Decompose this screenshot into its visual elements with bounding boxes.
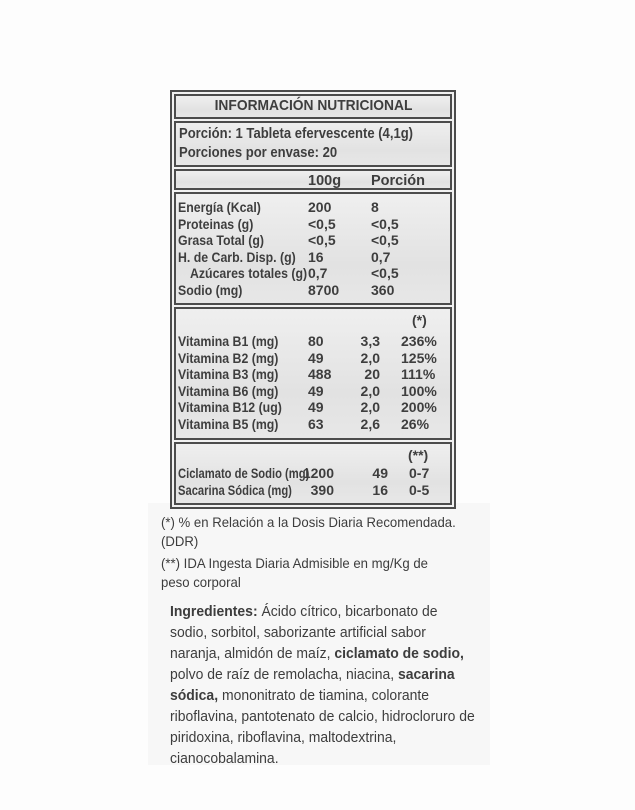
ingredients-text: Ácido cítrico, bicarbonato de sodio, sorbitol, saborizante artificial sabor naranja, almidón de maíz, [170, 603, 438, 662]
value-porcion: <0,5 [371, 265, 399, 281]
ingredient-sacarina-bold: sacarina sódica, [170, 666, 455, 704]
vitamin-row-b2 [176, 350, 450, 367]
nutrient-label: H. de Carb. Disp. (g) [178, 248, 296, 265]
value-100g: 1200 [302, 465, 334, 481]
value-100g: 8700 [308, 281, 340, 298]
footnotes [161, 513, 477, 595]
footnote-ida [161, 554, 477, 591]
value-100g: 16 [308, 248, 324, 265]
value-ddr-pct: 125% [401, 349, 437, 366]
nutrient-row-sodio [176, 282, 450, 299]
vitamin-row-b6 [176, 383, 450, 400]
value-100g: <0,5 [308, 215, 336, 232]
sweetener-row-ciclamato [176, 465, 450, 482]
ingredients-text: mononitrato de tiamina, colorante riboflavina, pantotenato de calcio, hidrocloruro de piridoxina, riboflavina, maltodextrina, cianocobalamina. [170, 687, 475, 767]
vitamin-row-b12 [176, 399, 450, 416]
value-100g: 49 [308, 349, 324, 366]
value-100g: 488 [308, 366, 332, 382]
value-ddr-pct: 100% [401, 382, 437, 399]
ingredients-paragraph [170, 601, 477, 769]
footnote-ida-line2: peso corporal [161, 573, 241, 590]
footnote-ddr [161, 513, 477, 550]
panel-title: INFORMACIÓN NUTRICIONAL [214, 97, 412, 114]
nutrient-label: Proteinas (g) [178, 215, 254, 232]
sweetener-label: Ciclamato de Sodio (mg) [178, 465, 310, 481]
value-ddr-pct: 236% [401, 333, 437, 349]
value-porcion: 2,0 [360, 349, 380, 366]
footnote-ddr-line1: (*) % en Relación a la Dosis Diaria Recomendada. [161, 514, 456, 530]
value-porcion: 2,6 [360, 415, 380, 432]
value-porcion: 0,7 [371, 248, 391, 265]
value-porcion: 20 [364, 366, 380, 382]
sweetener-row-sacarina [176, 482, 450, 499]
vitamin-row-b1 [176, 333, 450, 350]
value-ddr-pct: 26% [401, 415, 430, 432]
vitamin-label: Vitamina B2 (mg) [178, 349, 279, 366]
vitamin-label: Vitamina B3 (mg) [178, 366, 279, 382]
vitamins-section [174, 307, 452, 440]
serving-info-box [174, 121, 452, 167]
vitamin-label: Vitamina B6 (mg) [178, 382, 279, 399]
col-header-porcion: Porción [371, 173, 425, 189]
value-porcion: 360 [371, 281, 395, 298]
nutrient-label: Azúcares totales (g) [190, 265, 308, 281]
nutrient-label: Sodio (mg) [178, 281, 243, 298]
value-100g: 49 [308, 382, 324, 399]
nutrient-label: Energía (Kcal) [178, 199, 261, 215]
footnote-ida-line1: (**) IDA Ingesta Diaria Admisible en mg/Kg de [161, 555, 428, 571]
value-100g: 0,7 [308, 265, 328, 281]
nutrient-row-carbohidratos [176, 249, 450, 266]
value-ida: 0-5 [409, 481, 430, 498]
vitamin-label: Vitamina B1 (mg) [178, 333, 279, 349]
value-porcion: 49 [372, 465, 388, 481]
value-porcion: <0,5 [371, 232, 399, 248]
nutrition-facts-panel [170, 90, 456, 509]
value-porcion: <0,5 [371, 215, 399, 232]
value-100g: 49 [308, 399, 324, 415]
value-ddr-pct: 200% [401, 399, 437, 415]
ida-asterisk-header: (**) [408, 447, 429, 463]
ingredients-heading: Ingredientes: [170, 603, 258, 620]
ingredient-ciclamato-bold: ciclamato de sodio, [334, 645, 464, 662]
value-porcion: 2,0 [360, 382, 380, 399]
value-porcion: 2,0 [360, 399, 380, 415]
nutrient-label: Grasa Total (g) [178, 232, 265, 248]
value-100g: 63 [308, 415, 324, 432]
nutrient-row-grasa [176, 232, 450, 249]
nutrient-row-proteinas [176, 216, 450, 233]
value-100g: 200 [308, 199, 332, 215]
nutrient-row-energia [176, 199, 450, 216]
value-ddr-pct: 111% [401, 366, 436, 382]
sweetener-label: Sacarina Sódica (mg) [178, 481, 292, 498]
vitamin-label: Vitamina B12 (ug) [178, 399, 282, 415]
vitamin-row-b3 [176, 366, 450, 383]
macronutrients-section [174, 192, 452, 305]
value-ida: 0-7 [409, 465, 430, 481]
serving-size: Porción: 1 Tableta efervescente (4,1g) [179, 126, 414, 142]
column-headers-box [174, 169, 452, 190]
footnote-ddr-line2: (DDR) [161, 532, 199, 549]
nutrient-row-azucares [176, 265, 450, 282]
value-porcion: 3,3 [360, 333, 380, 349]
col-header-100g: 100g [308, 173, 342, 189]
servings-per-container: Porciones por envase: 20 [179, 144, 338, 161]
ddr-asterisk-header: (*) [412, 312, 427, 328]
value-100g: 80 [308, 333, 324, 349]
value-porcion: 16 [372, 481, 388, 498]
value-100g: <0,5 [308, 232, 336, 248]
vitamins-header-row [176, 312, 450, 328]
panel-title-box [174, 94, 452, 119]
sweeteners-header-row [176, 447, 450, 463]
value-porcion: 8 [371, 199, 379, 215]
value-100g: 390 [310, 481, 334, 498]
ingredients-text: polvo de raíz de remolacha, niacina, [170, 666, 398, 683]
vitamin-row-b5 [176, 416, 450, 433]
sweeteners-section [174, 442, 452, 505]
vitamin-label: Vitamina B5 (mg) [178, 415, 279, 432]
